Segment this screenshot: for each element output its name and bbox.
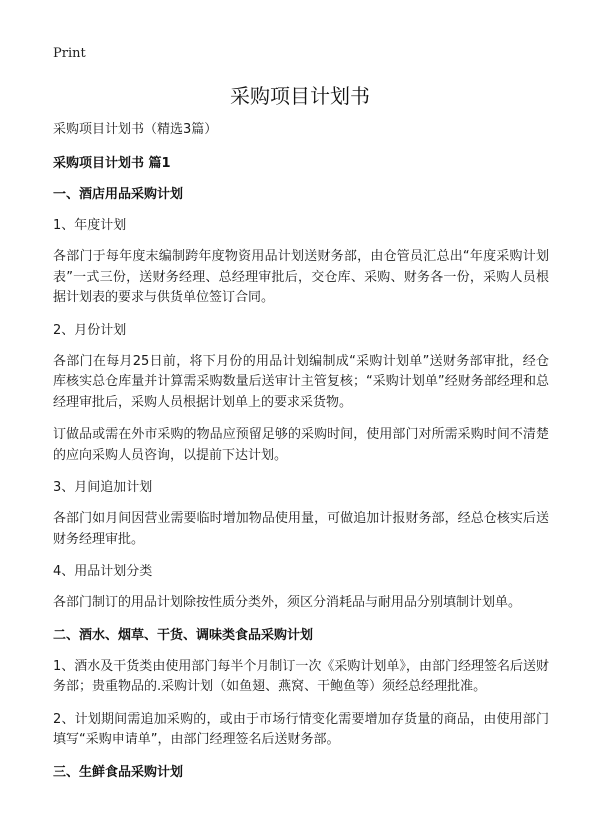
page-title: 采购项目计划书 [230, 84, 370, 108]
document-body [53, 120, 549, 794]
subsection-heading: 2、月份计划 [53, 322, 127, 338]
paragraph: 各部门于每年度末编制跨年度物资用品计划送财务部，由仓管员汇总出“年度采购计划表”一式三份，送财务经理、总经理审批后，交仓库、采购、财务各一份，采购人员根据计划表的要求与供货单位签订合同。 [53, 249, 549, 305]
section-heading: 三、生鲜食品采购计划 [53, 764, 184, 780]
subsection-heading: 3、月间追加计划 [53, 480, 153, 495]
section-heading: 二、酒水、烟草、干货、调味类食品采购计划 [53, 627, 314, 643]
paragraph: 各部门在每月25日前，将下月份的用品计划编制成“采购计划单”送财务部审批，经仓库核实总仓库量并计算需采购数量后送审计主管复核；“采购计划单”经财务部经理和总经理审批后，采购人员根据计划单上的要求采货物。 [53, 353, 549, 410]
print-link[interactable]: Print [53, 46, 86, 61]
paragraph: 订做品或需在外市采购的物品应预留足够的采购时间，使用部门对所需采购时间不清楚的应向采购人员咨询，以提前下达计划。 [53, 427, 549, 463]
paragraph: 1、酒水及干货类由使用部门每半个月制订一次《采购计划单》，由部门经理签名后送财务部；贵重物品的.采购计划（如鱼翅、燕窝、干鲍鱼等）须经总经理批准。 [53, 658, 549, 694]
section-heading: 一、酒店用品采购计划 [53, 187, 184, 202]
subsection-heading: 4、用品计划分类 [53, 564, 153, 579]
paragraph: 2、计划期间需追加采购的，或由于市场行情变化需要增加存货量的商品，由使用部门填写“采购申请单”，由部门经理签名后送财务部。 [53, 711, 549, 747]
paragraph: 各部门如月间因营业需要临时增加物品使用量，可做追加计报财务部，经总仓核实后送财务经理审批。 [53, 511, 549, 547]
part-heading: 采购项目计划书 篇1 [53, 156, 171, 171]
subsection-heading: 1、年度计划 [53, 218, 127, 233]
document-subtitle: 采购项目计划书（精选3篇） [53, 122, 218, 137]
paragraph: 各部门制订的用品计划除按性质分类外，须区分消耗品与耐用品分别填制计划单。 [53, 595, 522, 610]
